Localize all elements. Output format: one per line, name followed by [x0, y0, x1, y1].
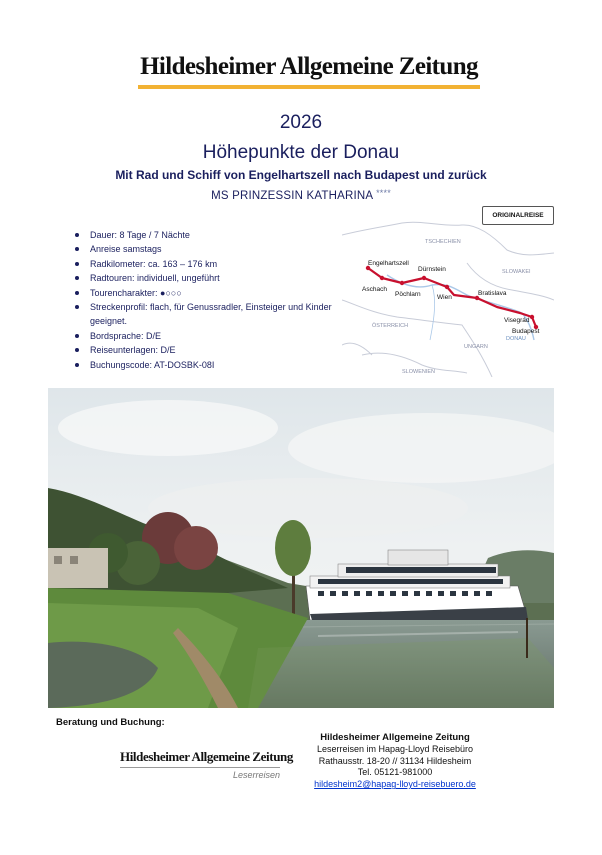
original-tour-badge: ORIGINALREISE — [482, 206, 554, 225]
footer-logo — [120, 749, 293, 780]
fact-arrival: Anreise samstags — [72, 242, 340, 256]
fact-onboard-language: Bordsprache: D/E — [72, 329, 340, 343]
difficulty-filled-icon: ● — [160, 287, 166, 298]
trip-subtitle: Mit Rad und Schiff von Engelhartszell nach Budapest und zurück — [115, 168, 487, 182]
map-city-budapest: Budapest — [512, 328, 540, 335]
fact-bike-tours: Radtouren: individuell, ungeführt — [72, 271, 340, 285]
masthead-title: Hildesheimer Allgemeine Zeitung — [140, 53, 478, 80]
fact-duration: Dauer: 8 Tage / 7 Nächte — [72, 228, 340, 242]
ship-name: MS PRINZESSIN KATHARINA — [211, 190, 373, 202]
fact-tour-character — [72, 286, 340, 300]
danube-river-cruise-photo — [48, 388, 554, 708]
difficulty-empty-icon: ○○○ — [165, 287, 182, 298]
map-label-donau: DONAU — [506, 336, 526, 342]
contact-label: Beratung und Buchung: — [56, 717, 165, 728]
map-label-slowenien: SLOWENIEN — [402, 369, 436, 375]
fact-bike-km: Radkilometer: ca. 163 – 176 km — [72, 257, 340, 271]
map-city-poechlarn: Pöchlarn — [395, 291, 421, 298]
map-label-oesterreich: ÖSTERREICH — [372, 323, 409, 329]
route-map — [342, 205, 554, 377]
footer-logo-subtitle: Leserreisen — [232, 770, 280, 780]
ship-stars: **** — [376, 188, 391, 198]
map-city-engelhartszell: Engelhartszell — [368, 260, 409, 267]
trip-year: 2026 — [279, 112, 323, 133]
fact-route-profile: Streckenprofil: flach, für Genussradler, Einsteiger und Kinder geeignet. — [72, 300, 340, 329]
contact-block — [290, 732, 500, 791]
contact-phone: Tel. 05121-981000 — [357, 767, 433, 778]
trip-title: Höhepunkte der Donau — [202, 142, 400, 163]
contact-line-1: Leserreisen im Hapag-Lloyd Reisebüro — [316, 743, 474, 754]
footer-logo-title: Hildesheimer Allgemeine Zeitung — [120, 749, 293, 764]
footer-logo-rule — [120, 767, 280, 768]
masthead-rule — [138, 85, 480, 89]
map-label-ungarn: UNGARN — [464, 344, 488, 350]
trip-facts-list — [72, 228, 340, 372]
contact-org: Hildesheimer Allgemeine Zeitung — [320, 732, 470, 743]
map-city-aschach: Aschach — [362, 286, 387, 293]
contact-email-link[interactable]: hildesheim2@hapag-lloyd-reisebuero.de — [314, 779, 476, 790]
newspaper-masthead — [138, 52, 480, 89]
fact-booking-code: Buchungscode: AT-DOSBK-08I — [72, 358, 340, 372]
map-city-visegrad: Visegrád — [504, 317, 530, 324]
ship-name-line — [0, 188, 602, 202]
fact-tour-character-label: Tourencharakter: — [90, 287, 161, 298]
map-city-duernstein: Dürnstein — [418, 266, 446, 273]
contact-address: Rathausstr. 18-20 // 31134 Hildesheim — [318, 755, 472, 766]
map-city-bratislava: Bratislava — [478, 290, 507, 297]
map-label-slowakei: SLOWAKEI — [502, 269, 531, 275]
map-city-wien: Wien — [437, 294, 452, 301]
map-label-tschechien: TSCHECHIEN — [425, 239, 461, 245]
fact-travel-docs: Reiseunterlagen: D/E — [72, 343, 340, 357]
